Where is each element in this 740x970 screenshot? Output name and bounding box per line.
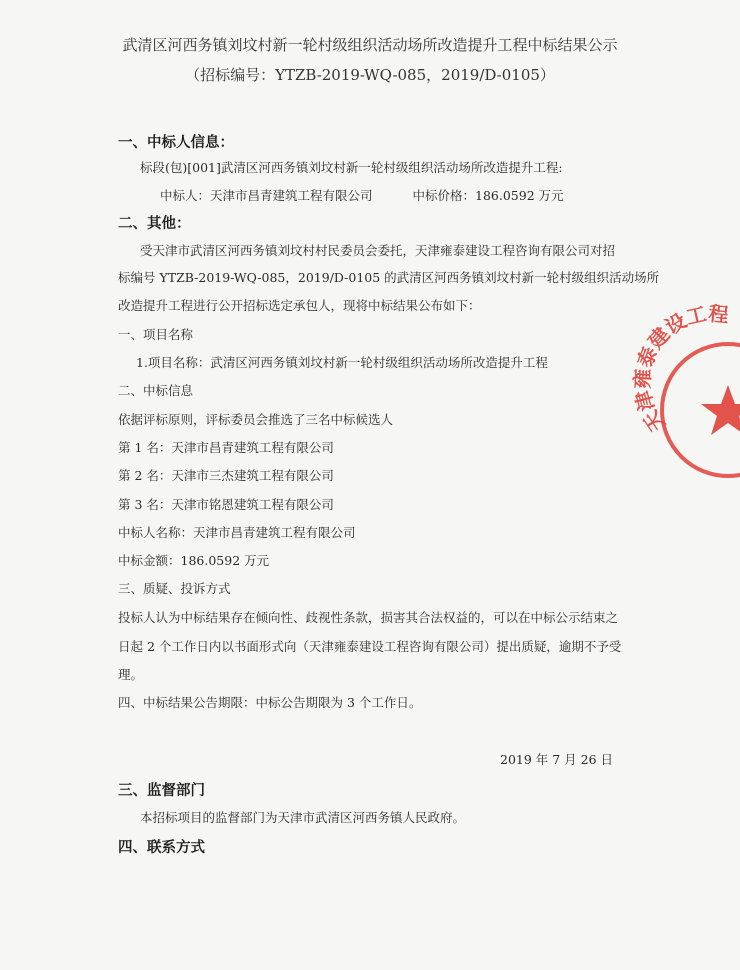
winner-amount: 中标金额：186.0592 万元 <box>118 553 270 568</box>
paragraph-line: 投标人认为中标结果存在倾向性、歧视性条款，损害其合法权益的，可以在中标公示结束之 <box>118 610 619 625</box>
candidate-rank-1: 第 1 名：天津市昌青建筑工程有限公司 <box>118 440 334 455</box>
paragraph-line: 日起 2 个工作日内以书面形式向（天津雍泰建设工程咨询有限公司）提出质疑，逾期不予受 <box>118 639 622 654</box>
package-line: 标段(包)[001]武清区河西务镇刘坟村新一轮村级组织活动场所改造提升工程: <box>140 160 563 175</box>
seal-star-icon <box>701 385 740 435</box>
section-4-heading: 四、联系方式 <box>118 840 205 856</box>
item-1-heading: 一、项目名称 <box>118 327 194 342</box>
price-label: 中标价格：186.0592 万元 <box>412 188 564 203</box>
paragraph-line: 受天津市武清区河西务镇刘坟村村民委员会委托，天津雍泰建设工程咨询有限公司对招 <box>140 243 616 258</box>
item-2-intro: 依据评标原则，评标委员会推选了三名中标候选人 <box>118 412 394 427</box>
paragraph-line: 理。 <box>118 667 144 682</box>
winner-name: 中标人名称：天津市昌青建筑工程有限公司 <box>118 525 356 540</box>
supervision-body: 本招标项目的监督部门为天津市武清区河西务镇人民政府。 <box>140 810 466 825</box>
document-title: 武清区河西务镇刘坟村新一轮村级组织活动场所改造提升工程中标结果公示 <box>122 36 618 54</box>
paragraph-line: 改造提升工程进行公开招标选定承包人，现将中标结果公布如下： <box>118 298 481 313</box>
section-2-heading: 二、其他： <box>118 216 191 232</box>
item-4: 四、中标结果公告期限：中标公告期限为 3 个工作日。 <box>118 695 422 710</box>
item-1-body: 1.项目名称：武清区河西务镇刘坟村新一轮村级组织活动场所改造提升工程 <box>136 355 548 370</box>
notice-date: 2019 年 7 月 26 日 <box>500 752 614 767</box>
candidate-rank-2: 第 2 名：天津市三杰建筑工程有限公司 <box>118 468 334 483</box>
seal-text: 天津雍泰建设工程 <box>629 301 730 437</box>
section-3-heading: 三、监督部门 <box>118 783 205 799</box>
winner-label: 中标人：天津市昌青建筑工程有限公司 <box>160 188 373 203</box>
svg-text:天津雍泰建设工程 <box>630 301 730 436</box>
item-2-heading: 二、中标信息 <box>118 383 194 398</box>
section-1-heading: 一、中标人信息： <box>118 135 234 151</box>
paragraph-line: 标编号 YTZB-2019-WQ-085，2019/D-0105 的武清区河西务镇刘坟村新一轮村级组织活动场所 <box>118 270 660 285</box>
company-seal-stamp <box>629 301 740 480</box>
candidate-rank-3: 第 3 名：天津市铭恩建筑工程有限公司 <box>118 497 334 512</box>
item-3-heading: 三、质疑、投诉方式 <box>118 581 231 596</box>
winner-price-row <box>160 188 564 204</box>
bid-number: （招标编号：YTZB-2019-WQ-085，2019/D-0105） <box>185 66 555 84</box>
